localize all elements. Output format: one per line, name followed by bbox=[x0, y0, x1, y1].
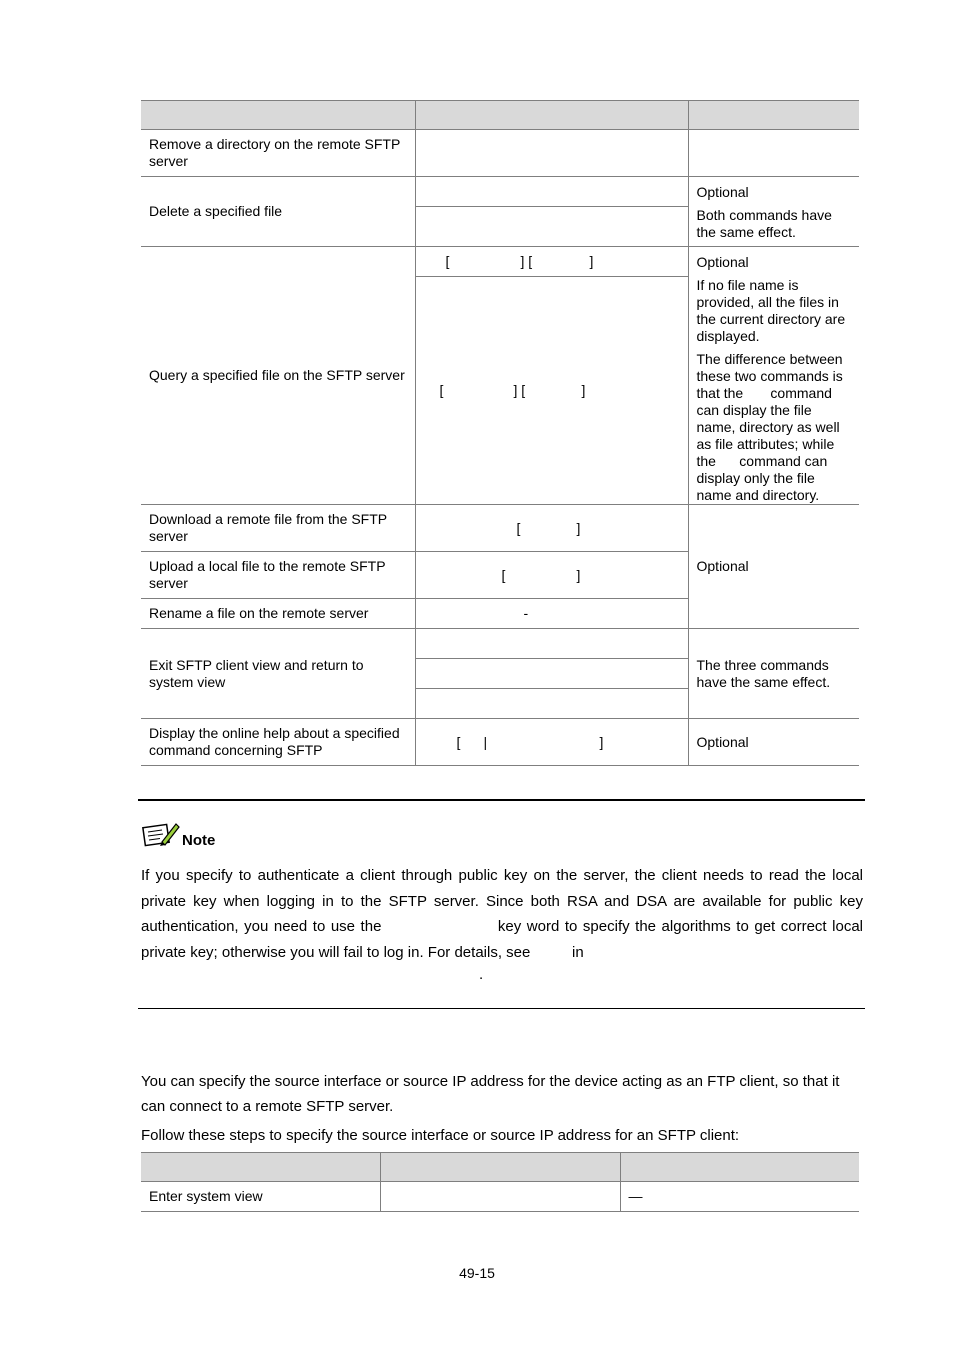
remarks-cell bbox=[688, 130, 859, 177]
bracket-close: ] bbox=[599, 733, 604, 750]
remarks-cell bbox=[688, 177, 859, 247]
remark-optional: Optional bbox=[696, 254, 749, 270]
command-cell bbox=[415, 130, 688, 177]
bracket-open: [ bbox=[501, 566, 506, 583]
header-cell-command bbox=[415, 101, 688, 130]
table-row bbox=[141, 1182, 859, 1212]
body-paragraph-2: Follow these steps to specify the source interface or source IP address for an SFTP client: bbox=[141, 1127, 740, 1144]
table-header-row bbox=[141, 101, 859, 130]
task-cell: Remove a directory on the remote SFTP server bbox=[141, 130, 415, 177]
note-icon bbox=[142, 820, 180, 850]
bracket-mid: ] [ bbox=[513, 382, 526, 399]
header-cell-operation bbox=[141, 1153, 380, 1182]
task-cell: Exit SFTP client view and return to system view bbox=[141, 629, 415, 719]
task-cell: Enter system view bbox=[141, 1182, 380, 1212]
note-title: Note bbox=[182, 832, 216, 849]
bracket-open: [ bbox=[516, 519, 521, 536]
dash: - bbox=[523, 605, 529, 621]
header-cell-remarks bbox=[688, 101, 859, 130]
pipe: | bbox=[483, 733, 488, 750]
command-cell bbox=[415, 552, 688, 599]
command-cell bbox=[415, 629, 688, 659]
sftp-command-table bbox=[141, 100, 859, 766]
bracket-close: ] bbox=[576, 566, 581, 583]
task-cell: Rename a file on the remote server bbox=[141, 599, 415, 629]
bracket-close: ] bbox=[576, 519, 581, 536]
command-cell bbox=[415, 247, 688, 277]
table-row bbox=[141, 629, 859, 659]
header-cell-remarks bbox=[620, 1153, 859, 1182]
bracket-open: [ bbox=[445, 253, 450, 270]
table-header-row bbox=[141, 1153, 859, 1182]
task-cell: Delete a specified file bbox=[141, 177, 415, 247]
remarks-cell: — bbox=[620, 1182, 859, 1212]
task-cell: Query a specified file on the SFTP server bbox=[141, 247, 415, 505]
task-cell: Upload a local file to the remote SFTP server bbox=[141, 552, 415, 599]
remarks-cell: The three commands have the same effect. bbox=[688, 629, 859, 719]
remarks-cell: Optional bbox=[688, 719, 859, 766]
bracket-close: ] bbox=[589, 253, 594, 270]
remark-same-effect: Both commands have the same effect. bbox=[696, 207, 832, 240]
source-config-table bbox=[141, 1152, 859, 1212]
table-row bbox=[141, 719, 859, 766]
command-cell bbox=[415, 207, 688, 247]
table-row bbox=[141, 177, 859, 207]
bracket-open: [ bbox=[439, 382, 444, 399]
remarks-cell: Optional bbox=[688, 505, 859, 629]
command-cell bbox=[415, 719, 688, 766]
command-cell bbox=[415, 505, 688, 552]
remark-difference: The difference between these two commands is that the command can display the file name, directory as well as file attributes; while the command can display only the file name and directory. bbox=[696, 351, 847, 503]
table-row bbox=[141, 130, 859, 177]
header-cell-command bbox=[380, 1153, 620, 1182]
task-cell: Download a remote file from the SFTP server bbox=[141, 505, 415, 552]
remark-optional: Optional bbox=[696, 184, 749, 200]
bracket-close: ] bbox=[581, 382, 586, 399]
command-cell bbox=[415, 689, 688, 719]
table-row bbox=[141, 505, 859, 552]
command-cell bbox=[415, 177, 688, 207]
bracket-mid: ] [ bbox=[520, 253, 533, 270]
remark-no-file-name: If no file name is provided, all the files in the current directory are displayed. bbox=[696, 277, 846, 344]
bracket-open: [ bbox=[456, 733, 461, 750]
command-cell bbox=[380, 1182, 620, 1212]
header-cell-operation bbox=[141, 101, 415, 130]
table-row bbox=[141, 247, 859, 277]
task-cell: Display the online help about a specified command concerning SFTP bbox=[141, 719, 415, 766]
page-number: 49-15 bbox=[459, 1265, 495, 1281]
note-text: If you specify to authenticate a client through public key on the server, the client needs to read the local private key when logging in to the SFTP server. Since both RSA and DSA are available for public key authentication, you need to use the key word to specify the algorithms to get correct local private key; otherwise you will fail to log in. For details, see in bbox=[141, 867, 868, 961]
command-cell bbox=[415, 599, 688, 629]
remarks-cell bbox=[688, 247, 859, 505]
command-cell bbox=[415, 659, 688, 689]
note-text-end: . bbox=[479, 966, 484, 983]
command-cell bbox=[415, 277, 688, 505]
body-paragraph-1: You can specify the source interface or source IP address for the device acting as an FTP client, so that it can connect to a remote SFTP server. bbox=[141, 1073, 840, 1115]
